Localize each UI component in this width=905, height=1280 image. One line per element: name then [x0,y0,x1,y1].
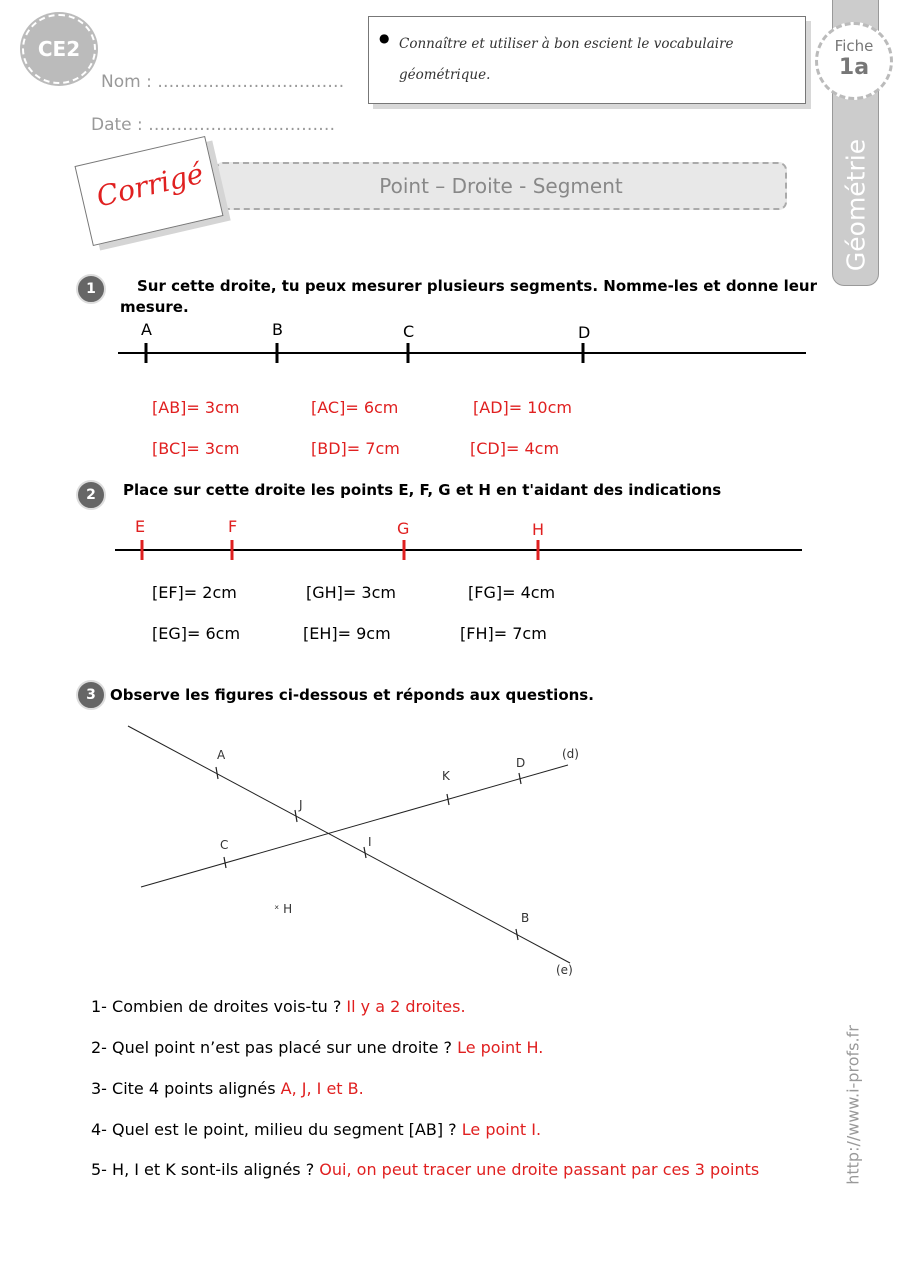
date-dots: …………………………… [148,115,336,135]
hint-FH: [FH]= 7cm [460,624,547,643]
question-5-text: 5- H, I et K sont-ils alignés ? [91,1160,315,1179]
line-d [141,765,568,887]
exercise-1-instruction: Sur cette droite, tu peux mesurer plusieurs segments. Nomme-les et donne leur [137,277,818,295]
exercise-1-instruction-cont: mesure. [120,298,189,316]
answer-BC: [BC]= 3cm [152,439,240,458]
hint-FG: [FG]= 4cm [468,583,556,602]
fiche-number: 1a [838,55,870,80]
question-2-answer: Le point H. [457,1038,544,1057]
question-4 [91,1120,541,1139]
point-label-A: A [141,320,152,339]
answer-AD: [AD]= 10cm [473,398,572,417]
point-label-H: H [532,520,545,539]
fiche-label: Fiche [834,37,874,55]
footer-url[interactable]: http://www.i-profs.fr [843,1025,863,1185]
exercise-3-number: 3 [76,680,106,710]
point-label-D: D [578,323,591,342]
exercise-2-instruction: Place sur cette droite les points E, F, G et H en t'aidant des indications [123,481,722,499]
answer-CD: [CD]= 4cm [470,439,560,458]
question-1-answer: Il y a 2 droites. [346,997,466,1016]
fig-label-J: J [299,798,303,812]
exercise-3-instruction: Observe les figures ci-dessous et réponds aux questions. [110,686,594,704]
question-1-text: 1- Combien de droites vois-tu ? [91,997,342,1016]
question-3-text: 3- Cite 4 points alignés [91,1079,276,1098]
hint-GH: [GH]= 3cm [306,583,396,602]
fig-label-I: I [368,835,372,849]
question-5-answer: Oui, on peut tracer une droite passant par ces 3 points [319,1160,760,1179]
point-label-B: B [272,320,283,339]
point-label-C: C [403,322,415,341]
question-3-answer: A, J, I et B. [280,1079,364,1098]
name-dots: …………………………… [157,72,345,92]
question-4-answer: Le point I. [461,1120,542,1139]
fig-label-A: A [217,748,226,762]
line-e [128,726,570,963]
fig-label-C: C [220,838,229,852]
hint-EG: [EG]= 6cm [152,624,241,643]
point-label-G: G [397,519,410,538]
fig-label-e: (e) [556,963,573,977]
question-2 [91,1038,543,1057]
page-title: Point – Droite - Segment [215,162,787,210]
exercise-1-number: 1 [76,274,106,304]
date-label: Date : [91,115,143,135]
fig-label-B: B [521,911,530,925]
fig-label-K: K [442,769,450,783]
question-5 [91,1160,759,1179]
question-4-text: 4- Quel est le point, milieu du segment [AB] ? [91,1120,457,1139]
point-label-E: E [135,517,146,536]
question-2-text: 2- Quel point n’est pas placé sur une droite ? [91,1038,452,1057]
point-label-F: F [228,517,238,536]
hint-EH: [EH]= 9cm [303,624,391,643]
fig-label-H: ˣ H [274,902,293,916]
question-1 [91,997,466,1016]
answer-AC: [AC]= 6cm [311,398,399,417]
answer-BD: [BD]= 7cm [311,439,400,458]
name-label: Nom : [101,72,152,92]
question-3 [91,1079,364,1098]
fig-label-d: (d) [562,747,579,761]
objective-text: Connaître et utiliser à bon escient le vocabulaire géométrique. [399,36,734,83]
bullet-icon: ● [379,31,390,45]
corrige-text: Corrigé [93,156,207,214]
hint-EF: [EF]= 2cm [152,583,237,602]
exercise-2-number: 2 [76,480,106,510]
level-badge: CE2 [22,14,96,84]
subject-label: Géométrie [841,138,870,272]
fig-label-D: D [516,756,526,770]
answer-AB: [AB]= 3cm [152,398,240,417]
